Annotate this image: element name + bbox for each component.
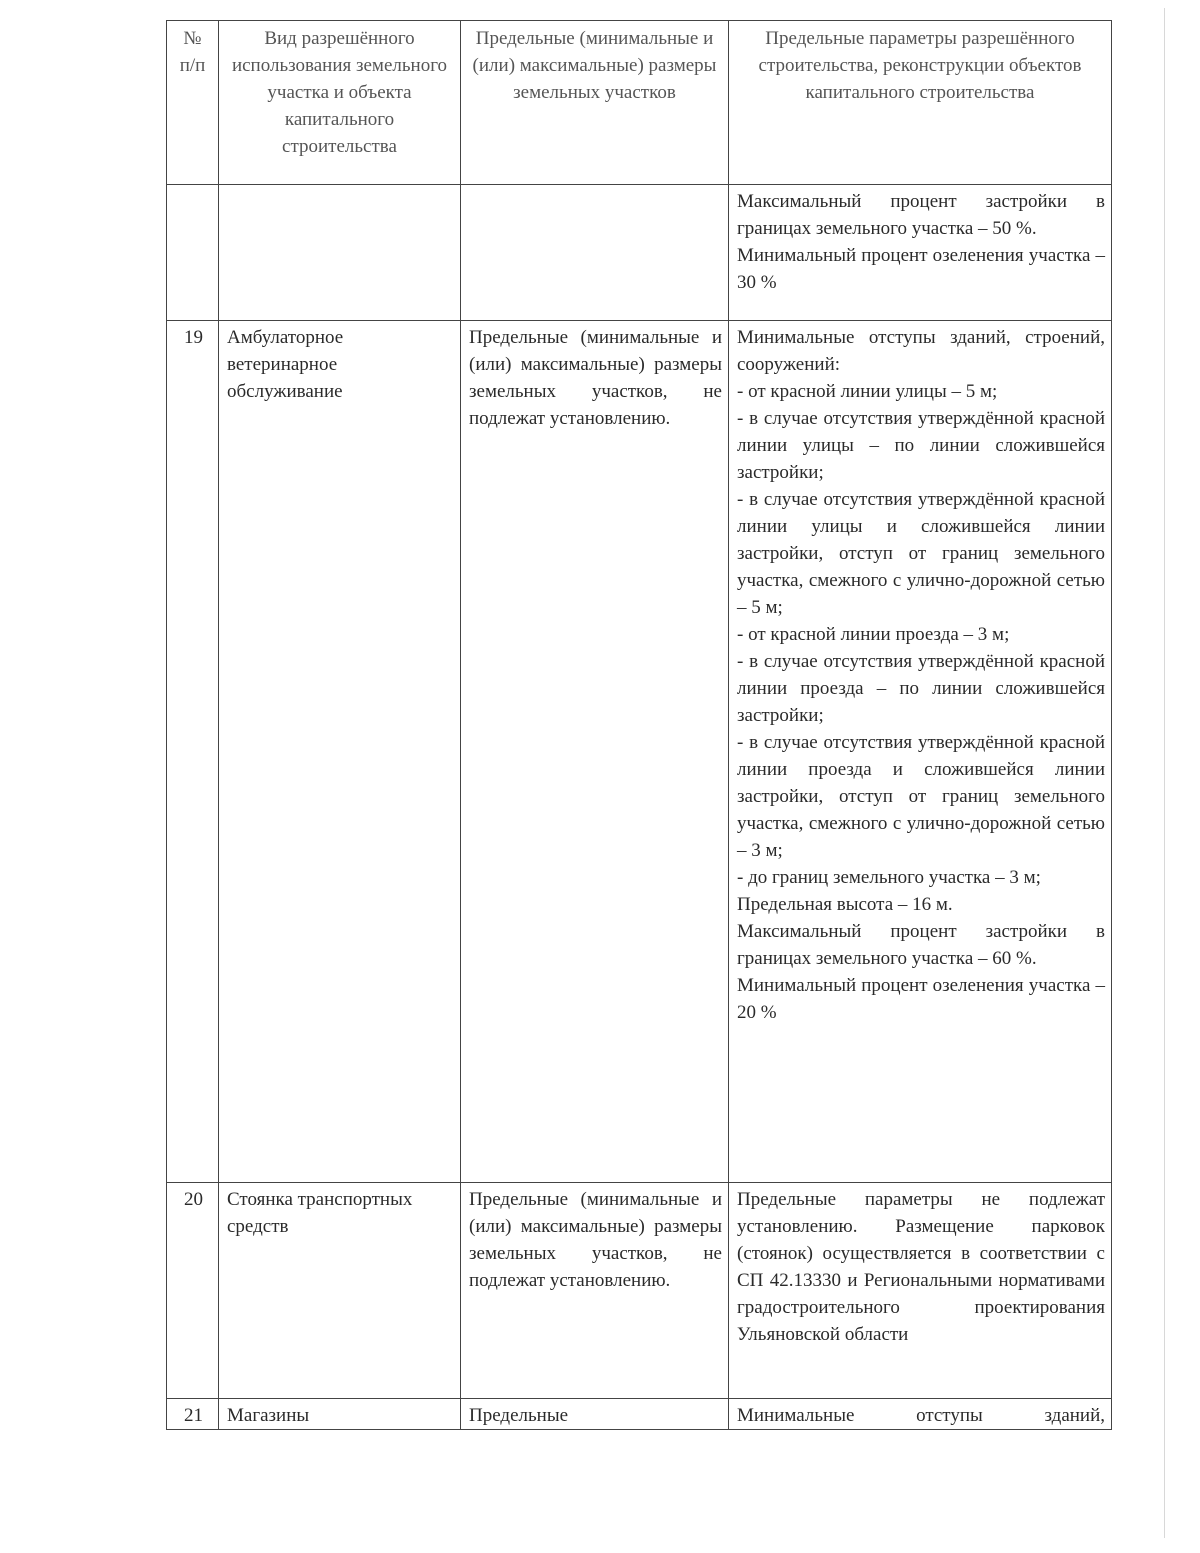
row-number: 21	[167, 1399, 219, 1430]
param-line: - от красной линии проезда – 3 м;	[737, 624, 1010, 645]
plot-size-cell	[461, 1183, 729, 1399]
scan-edge-line	[1164, 8, 1165, 1538]
param-line: Максимальный процент застройки в границах земельного участка – 50 %.	[737, 191, 1105, 239]
param-line: - в случае отсутствия утверждённой красной линии улицы и сложившейся линии застройки, отступ от границ земельного участка, смежного с улично-дорожной сетью – 5 м;	[737, 489, 1105, 618]
param-line: Минимальные отступы зданий,	[737, 1405, 1105, 1426]
construction-params-cell	[729, 185, 1112, 321]
construction-params-cell	[729, 321, 1112, 1183]
param-line: - в случае отсутствия утверждённой красной линии проезда – по линии сложившейся застройки;	[737, 651, 1105, 726]
plot-size-cell	[461, 185, 729, 321]
header-construction-params: Предельные параметры разрешённого строительства, реконструкции объектов капитального строительства	[729, 21, 1112, 185]
param-line: Минимальный процент озеленения участка – 20 %	[737, 975, 1105, 1023]
land-use-cell	[219, 185, 461, 321]
plot-size-cell	[461, 321, 729, 1183]
param-line: - в случае отсутствия утверждённой красной линии проезда и сложившейся линии застройки, отступ от границ земельного участка, смежного с улично-дорожной сетью – 3 м;	[737, 732, 1105, 861]
header-number: № п/п	[167, 21, 219, 185]
construction-params-cell	[729, 1183, 1112, 1399]
land-use-cell: Магазины	[219, 1399, 461, 1430]
param-line: Минимальный процент озеленения участка – 30 %	[737, 245, 1105, 293]
plot-size-cell: Предельные	[461, 1399, 729, 1430]
table-row-continuation	[167, 185, 1112, 321]
table-row	[167, 1183, 1112, 1399]
param-line: - до границ земельного участка – 3 м;	[737, 867, 1041, 888]
row-number	[167, 185, 219, 321]
header-plot-size: Предельные (минимальные и (или) максимальные) размеры земельных участков	[461, 21, 729, 185]
row-number: 20	[167, 1183, 219, 1399]
param-line: Предельная высота – 16 м.	[737, 894, 953, 915]
param-line: - от красной линии улицы – 5 м;	[737, 381, 998, 402]
regulations-table	[166, 20, 1112, 1430]
param-line: - в случае отсутствия утверждённой красной линии улицы – по линии сложившейся застройки;	[737, 408, 1105, 483]
plot-size-text: Предельные (минимальные и (или) максимальные) размеры земельных участков, не подлежат установлению.	[469, 1189, 722, 1291]
land-use-cell: Амбулаторное ветеринарное обслуживание	[219, 321, 461, 1183]
land-use-cell: Стоянка транспортных средств	[219, 1183, 461, 1399]
table-row	[167, 1399, 1112, 1430]
param-line: Максимальный процент застройки в границах земельного участка – 60 %.	[737, 921, 1105, 969]
construction-params-cell	[729, 1399, 1112, 1430]
table-header-row	[167, 21, 1112, 185]
header-land-use: Вид разрешённого использования земельного участка и объекта капитального строительства	[219, 21, 461, 185]
row-number: 19	[167, 321, 219, 1183]
plot-size-text: Предельные (минимальные и (или) максимальные) размеры земельных участков, не подлежат установлению.	[469, 327, 722, 429]
param-line: Предельные параметры не подлежат установлению. Размещение парковок (стоянок) осуществляется в соответствии с СП 42.13330 и Региональными нормативами градостроительного проектирования Ульяновской области	[737, 1189, 1105, 1345]
table-row	[167, 321, 1112, 1183]
param-line: Минимальные отступы зданий, строений, сооружений:	[737, 327, 1105, 375]
